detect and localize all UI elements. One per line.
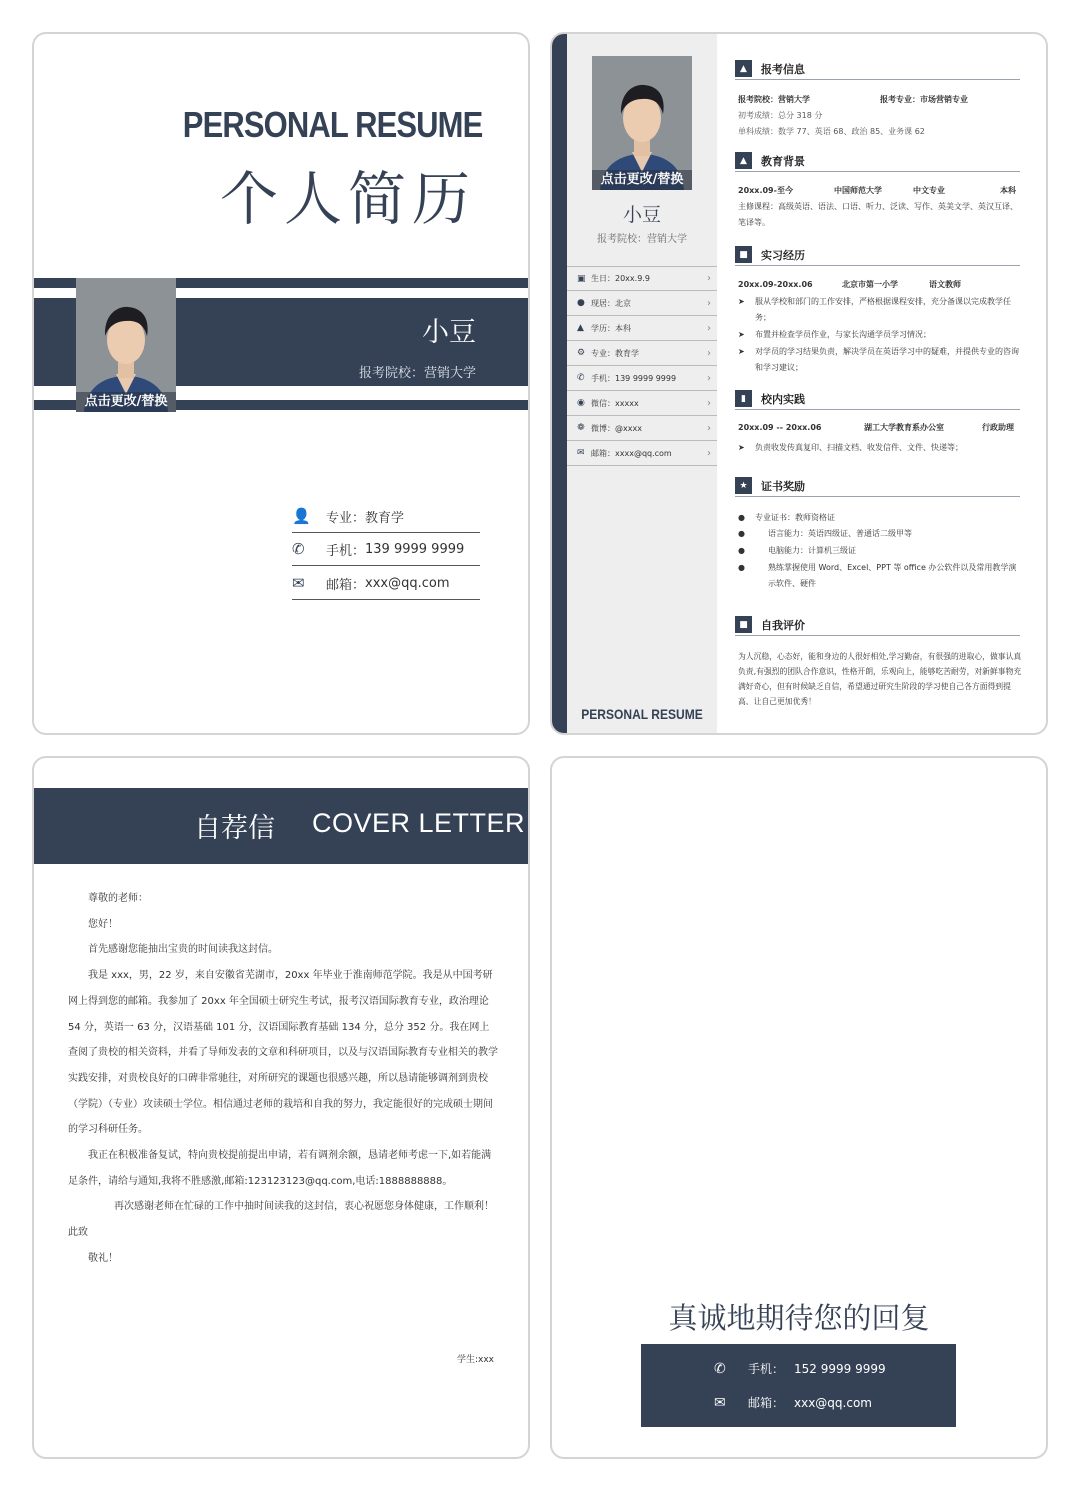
campus-row: 20xx.09 -- 20xx.06 湖工大学教育系办公室 行政助理 <box>738 423 1014 432</box>
chart-icon: ▮ <box>735 390 752 407</box>
side-item-phone: ✆ 手机： 139 9999 9999 › <box>567 366 717 391</box>
section-self-header: ■ 自我评价 <box>735 614 1020 636</box>
letter-closing: 敬礼！ <box>88 1252 118 1264</box>
section-education-header: ▲ 教育背景 <box>735 150 1020 172</box>
letter-paragraph: 我正在积极准备复试，特向贵校提前提出申请，若有调剂余额，恳请老师考虑一下,如若能满足条件，请给与通知,我将不胜感激,邮箱:123123123@qq.com,电话:1888888888。 <box>68 1150 492 1187</box>
closing-phone-row: ✆ 手机： 152 9999 9999 <box>714 1360 886 1377</box>
side-item-birthday: ▣ 生日： 20xx.9.9 › <box>567 266 717 291</box>
arrow-bullet-icon: ➤ <box>738 347 745 356</box>
cover-letter-page <box>32 756 530 1459</box>
location-icon: ● <box>577 298 585 308</box>
chevron-right-icon: › <box>707 422 711 434</box>
letter-body <box>68 886 498 1272</box>
contact-phone-row: ✆ 手机： 139 9999 9999 <box>292 533 480 566</box>
chevron-right-icon: › <box>707 322 711 334</box>
photo-replace-label[interactable]: 点击更改/替换 <box>76 392 176 412</box>
applicant-name: 小豆 <box>622 204 661 226</box>
closing-title: 真诚地期待您的回复 <box>668 1301 930 1335</box>
education-row: 20xx.09-至今 中国师范大学 中文专业 本科 <box>738 186 1016 195</box>
calendar-icon: ▣ <box>577 273 586 284</box>
resume-cover-page <box>32 32 530 735</box>
section-awards-header: ★ 证书奖励 <box>735 475 1020 497</box>
letter-paragraph: 我是 xxx，男，22 岁，来自安徽省芜湖市，20xx 年毕业于淮南师范学院。我是从中国考研网上得到您的邮箱。我参加了 20xx 年全国硕士研究生考试，报考汉语国际教育专业，政治理论 54 分，英语一 63 分，汉语基础 101 分，汉语国际教育基础 134 分，总分 352 分。我在网上查阅了贵校的相关资料，并看了导师发表的文章和科研项目，以及与汉语国际教育专业相关的教学实践安排，对贵校良好的口碑非常驰往，对所研究的课题也很感兴趣，所以恳请能够调剂到贵校（学院）（专业）攻读硕士学位。相信通过老师的栽培和自我的努力，我定能很好的完成硕士期间的学习科研任务。 <box>68 970 498 1136</box>
closing-contact-box <box>641 1344 956 1427</box>
wechat-icon: ◉ <box>577 398 585 408</box>
trophy-icon: ★ <box>735 477 752 494</box>
intern-bullet: ➤ 服从学校和部门的工作安排，严格根据课程安排，充分备课以完成教学任务； <box>738 294 1023 326</box>
award-bullet: ● 专业证书：教师资格证 <box>738 513 835 522</box>
chevron-right-icon: › <box>707 397 711 409</box>
cover-letter-title-cn: 自荐信 <box>194 813 275 844</box>
closing-page <box>550 756 1048 1459</box>
arrow-bullet-icon: ➤ <box>738 297 745 306</box>
contact-mail-row: ✉ 邮箱： xxx@qq.com <box>292 567 480 600</box>
letter-paragraph: 再次感谢老师在忙碌的工作中抽时间读我的这封信，衷心祝愿您身体健康，工作顺利！ <box>114 1201 494 1213</box>
section-campus-header: ▮ 校内实践 <box>735 388 1020 410</box>
resume-detail-page <box>550 32 1048 735</box>
mail-icon: ✉ <box>577 448 585 458</box>
side-item-wechat: ◉ 微信： xxxxx › <box>567 391 717 416</box>
weibo-icon: ❁ <box>577 423 585 433</box>
arrow-bullet-icon: ➤ <box>738 330 745 339</box>
applied-school: 报考院校：营销大学 <box>358 366 476 381</box>
exam-score-detail: 单科成绩：数学 77、英语 68、政治 85、业务课 62 <box>738 127 925 136</box>
self-evaluation-text: 为人沉稳，心态好，能和身边的人很好相处,学习勤奋，有很强的进取心，做事认真负责,有强烈的团队合作意识，性格开朗，乐观向上，能够吃苦耐劳，对新鲜事物充满好奇心，但有时候缺乏自信，希望通过研究生阶段的学习使自己各方面得到提高，让自己更加优秀！ <box>738 652 1022 705</box>
intern-bullet: ➤ 布置并检查学员作业，与家长沟通学员学习情况； <box>738 327 1023 343</box>
graduation-cap-icon: ▲ <box>735 60 752 77</box>
award-bullet: ● 熟练掌握使用 Word、Excel、PPT 等 office 办公软件以及常用教学演示软件、硬件 <box>738 563 1017 588</box>
graduation-cap-icon: ▲ <box>735 152 752 169</box>
applied-school: 报考院校：营销大学 <box>597 234 687 245</box>
profile-photo[interactable] <box>592 56 692 190</box>
exam-score-total: 初考成绩：总分 318 分 <box>738 111 823 120</box>
letter-greeting: 尊敬的老师： <box>88 893 148 904</box>
graduation-icon: ▲ <box>577 323 584 333</box>
person-icon: 👤 <box>292 507 311 525</box>
phone-icon: ✆ <box>292 540 305 558</box>
side-item-major: ⚙ 专业： 教育学 › <box>567 341 717 366</box>
campus-bullet: ➤ 负责收发传真复印、扫描文档、收发信件、文件、快递等； <box>738 440 1023 456</box>
accent-bar <box>552 34 567 733</box>
gear-icon: ⚙ <box>577 348 586 358</box>
award-bullet: ● 语言能力：英语四级证、普通话二级甲等 <box>738 529 912 538</box>
mail-icon: ✉ <box>714 1394 726 1411</box>
person-icon: ■ <box>735 616 752 633</box>
chevron-right-icon: › <box>707 297 711 309</box>
education-courses: 主修课程：高级英语、语法、口语、听力、泛读、写作、英美文学、英汉互译、笔译等。 <box>738 202 1018 227</box>
exam-school-row: 报考院校：营销大学 报考专业：市场营销专业 <box>738 95 968 104</box>
closing-mail-row: ✉ 邮箱： xxx@qq.com <box>714 1394 872 1411</box>
intern-bullet: ➤ 对学员的学习结果负责，解决学员在英语学习中的疑难，并提供专业的咨询和学习建议； <box>738 344 1023 376</box>
chevron-right-icon: › <box>707 447 711 459</box>
cover-letter-title-en: COVER LETTER <box>312 808 526 838</box>
letter-paragraph: 首先感谢您能抽出宝贵的时间读我这封信。 <box>88 944 278 956</box>
side-item-residence: ● 现居： 北京 › <box>567 291 717 316</box>
photo-replace-label[interactable]: 点击更改/替换 <box>592 170 692 190</box>
mail-icon: ✉ <box>292 574 305 592</box>
profile-photo[interactable] <box>76 278 176 412</box>
side-item-degree: ▲ 学历： 本科 › <box>567 316 717 341</box>
resume-title-en: PERSONAL RESUME <box>182 104 482 145</box>
chevron-right-icon: › <box>707 273 711 284</box>
contact-major-row: 👤 专业： 教育学 <box>292 500 480 533</box>
arrow-bullet-icon: ➤ <box>738 443 745 452</box>
phone-icon: ✆ <box>714 1360 726 1377</box>
side-item-mail: ✉ 邮箱： xxxx@qq.com › <box>567 441 717 466</box>
sidebar-footer-title: PERSONAL RESUME <box>581 706 703 722</box>
phone-icon: ✆ <box>577 373 585 383</box>
letter-hello: 您好！ <box>88 918 118 930</box>
resume-title-cn: 个人简历 <box>219 165 476 233</box>
chevron-right-icon: › <box>707 347 711 359</box>
section-intern-header: ■ 实习经历 <box>735 244 1020 266</box>
side-item-weibo: ❁ 微博： @xxxx › <box>567 416 717 441</box>
award-bullet: ● 电脑能力：计算机三级证 <box>738 546 856 555</box>
letter-closing: 此致 <box>68 1227 88 1239</box>
applicant-name: 小豆 <box>422 317 476 348</box>
section-exam-header: ▲ 报考信息 <box>735 58 1020 80</box>
briefcase-icon: ■ <box>735 246 752 263</box>
intern-row: 20xx.09-20xx.06 北京市第一小学 语文教师 <box>738 280 961 289</box>
chevron-right-icon: › <box>707 372 711 384</box>
letter-signature: 学生:xxx <box>456 1355 494 1365</box>
